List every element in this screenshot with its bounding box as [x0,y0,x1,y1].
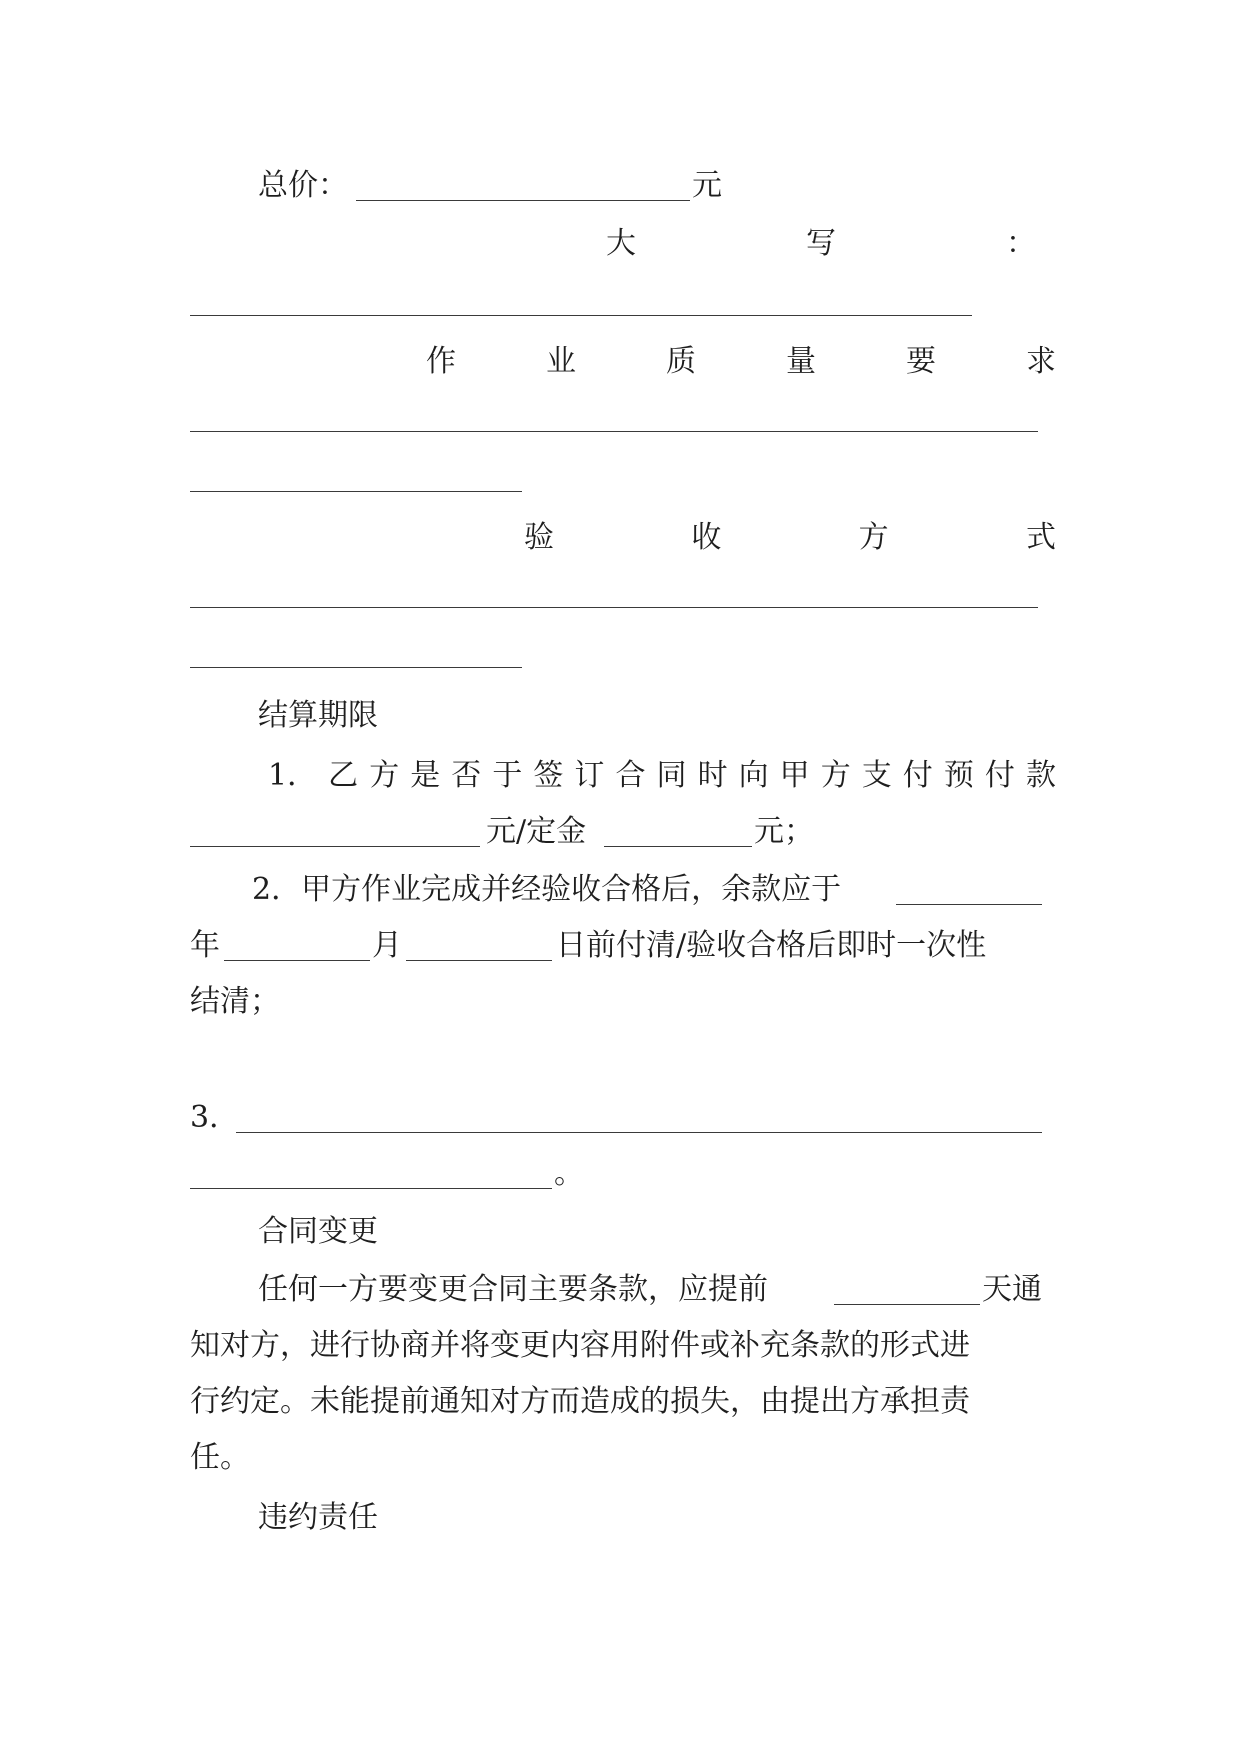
amount-in-words-char: ： [1006,226,1036,261]
item1-char: 否 [451,758,482,793]
year-label: 年 [190,928,220,963]
total-price-label: 总价： [258,168,348,203]
item1-char: 付 [902,758,933,793]
item1-char: 向 [738,758,769,793]
total-price-blank [356,200,690,201]
item1-char: 甲 [779,758,810,793]
acceptance-blank-1 [190,607,1038,608]
quality-char: 要 [906,344,936,379]
settlement-item-2-line-2: 日前付清/验收合格后即时一次性 [556,928,987,963]
item1-char: 款 [1025,758,1056,793]
settlement-item-3-blank-1 [236,1132,1042,1133]
item1-char: 合 [615,758,646,793]
settlement-item-3-number: 3． [190,1100,240,1135]
quality-blank-2 [190,491,522,492]
item1-char: 方 [820,758,851,793]
acceptance-char: 验 [524,520,554,555]
deposit-unit: 元； [754,814,814,849]
item1-char: 订 [574,758,605,793]
item1-char: 时 [697,758,728,793]
item1-char: 1． [268,758,318,793]
amount-in-words-char: 写 [806,226,836,261]
quality-char: 量 [786,344,816,379]
month-label: 月 [372,928,402,963]
item1-char: 支 [861,758,892,793]
settlement-heading: 结算期限 [258,698,378,733]
acceptance-blank-2 [190,667,522,668]
item1-char: 是 [410,758,441,793]
acceptance-char: 式 [1025,520,1056,555]
item1-char: 乙 [328,758,359,793]
quality-char: 业 [546,344,576,379]
balance-due-day-blank [406,960,552,961]
contract-change-line-4: 任。 [190,1440,250,1475]
quality-blank-1 [190,431,1038,432]
settlement-item-2-line-1: 2．甲方作业完成并经验收合格后，余款应于 [252,872,842,907]
advance-payment-unit: 元/定金 [486,814,587,849]
deposit-blank [604,846,752,847]
notice-days-blank [834,1304,980,1305]
contract-change-line-3: 行约定。未能提前通知对方而造成的损失，由提出方承担责 [190,1384,970,1419]
acceptance-char: 方 [858,520,889,555]
item1-char: 付 [984,758,1015,793]
amount-in-words-char: 大 [606,226,636,261]
advance-payment-blank [190,846,480,847]
settlement-item-2-line-3: 结清； [190,984,280,1019]
contract-change-heading: 合同变更 [258,1214,378,1249]
settlement-item-3-blank-2 [190,1188,552,1189]
item1-char: 签 [533,758,564,793]
quality-char: 质 [666,344,696,379]
settlement-item-1-line-1 [268,756,1056,796]
item1-char: 于 [492,758,523,793]
total-price-unit: 元 [692,168,722,203]
balance-due-month-blank [224,960,370,961]
quality-char: 求 [1026,344,1056,379]
quality-char: 作 [426,344,456,379]
settlement-item-3-end: 。 [554,1156,584,1191]
acceptance-method-label [524,518,1056,558]
amount-in-words-blank [190,315,972,316]
acceptance-char: 收 [691,520,722,555]
breach-liability-heading: 违约责任 [258,1500,378,1535]
item1-char: 同 [656,758,687,793]
balance-due-year-blank [896,904,1042,905]
contract-change-line-1-start: 任何一方要变更合同主要条款，应提前 [258,1272,768,1307]
item1-char: 方 [369,758,400,793]
amount-in-words-label [606,224,1036,264]
contract-change-line-2: 知对方，进行协商并将变更内容用附件或补充条款的形式进 [190,1328,970,1363]
contract-change-line-1-end: 天通 [982,1272,1042,1307]
item1-char: 预 [943,758,974,793]
quality-requirements-label [426,342,1056,382]
